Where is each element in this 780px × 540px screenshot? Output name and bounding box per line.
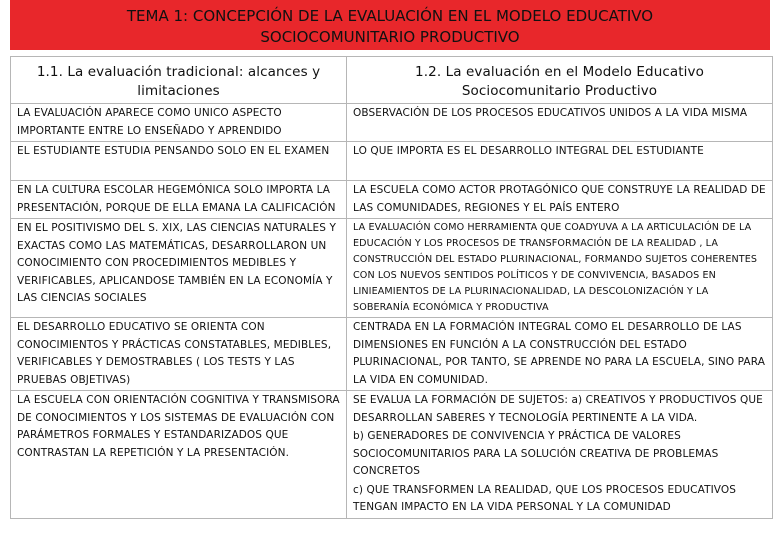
traditional-cell: LA ESCUELA CON ORIENTACIÓN COGNITIVA Y TRANSMISORA DE CONOCIMIENTOS Y LOS SISTEMAS DE EVALUACIÓN CON PARÁMETROS FORMALES Y ESTANDARIZADOS QUE CONTRASTAN LA REPETICIÓN Y LA PRESENTACIÓN. <box>11 391 347 519</box>
traditional-cell: EL ESTUDIANTE ESTUDIA PENSANDO SOLO EN EL EXAMEN <box>11 142 347 181</box>
traditional-cell: EN EL POSITIVISMO DEL S. XIX, LAS CIENCIAS NATURALES Y EXACTAS COMO LAS MATEMÁTICAS, DESARROLLARON UN CONOCIMIENTO CON PROCEDIMIENTOS MEDIBLES Y VERIFICABLES, APLICANDOSE TAMBIÉN EN LA ECONOMÍA Y LAS CIENCIAS SOCIALES <box>11 219 347 318</box>
header-row <box>11 57 773 104</box>
sociocommunity-cell <box>347 391 773 519</box>
title-line-1: TEMA 1: CONCEPCIÓN DE LA EVALUACIÓN EN EL MODELO EDUCATIVO <box>126 7 654 25</box>
sociocommunity-cell: LO QUE IMPORTA ES EL DESARROLLO INTEGRAL DEL ESTUDIANTE <box>347 142 773 181</box>
subject-formation-c: c) QUE TRANSFORMEN LA REALIDAD, QUE LOS PROCESOS EDUCATIVOS TENGAN IMPACTO EN LA VIDA PERSONAL Y LA COMUNIDAD <box>353 483 737 513</box>
title-line-2: SOCIOCOMUNITARIO PRODUCTIVO <box>260 28 520 46</box>
header-traditional-line-1: 1.1. La evaluación tradicional: alcances y <box>36 64 321 80</box>
header-traditional <box>11 57 347 104</box>
table-row <box>11 142 773 181</box>
comparison-table <box>10 56 773 519</box>
traditional-cell: EN LA CULTURA ESCOLAR HEGEMÓNICA SOLO IMPORTA LA PRESENTACIÓN, PORQUE DE ELLA EMANA LA CALIFICACIÓN <box>11 181 347 219</box>
table-row <box>11 181 773 219</box>
sociocommunity-cell: CENTRADA EN LA FORMACIÓN INTEGRAL COMO EL DESARROLLO DE LAS DIMENSIONES EN FUNCIÓN A LA CONSTRUCCIÓN DEL ESTADO PLURINACIONAL, POR TANTO, SE APRENDE NO PARA LA ESCUELA, SINO PARA LA VIDA EN COMUNIDAD. <box>347 318 773 391</box>
traditional-cell: LA EVALUACIÓN APARECE COMO UNICO ASPECTO IMPORTANTE ENTRE LO ENSEÑADO Y APRENDIDO <box>11 104 347 142</box>
header-sociocommunity-line-1: 1.2. La evaluación en el Modelo Educativo <box>415 64 704 80</box>
header-traditional-line-2: limitaciones <box>137 83 220 99</box>
title-banner <box>10 0 770 50</box>
sociocommunity-cell: LA EVALUACIÓN COMO HERRAMIENTA QUE COADYUVA A LA ARTICULACIÓN DE LA EDUCACIÓN Y LOS PROCESOS DE TRANSFORMACIÓN DE LA REALIDAD , LA CONSTRUCCIÓN DEL ESTADO PLURINACIONAL, FORMANDO SUJETOS COHERENTES CON LOS NUEVOS SENTIDOS POLÍTICOS Y DE CONVIVENCIA, BASADOS EN LINIEAMIENTOS DE LA PLURINACIONALIDAD, LA DESCOLONIZACIÓN Y LA SOBERANÍA ECONÓMICA Y PRODUCTIVA <box>347 219 773 318</box>
subject-formation-b: b) GENERADORES DE CONVIVENCIA Y PRÁCTICA DE VALORES SOCIOCOMUNITARIOS PARA LA SOLUCIÓN CREATIVA DE PROBLEMAS CONCRETOS <box>353 430 719 477</box>
traditional-cell: EL DESARROLLO EDUCATIVO SE ORIENTA CON CONOCIMIENTOS Y PRÁCTICAS CONSTATABLES, MEDIBLES, VERIFICABLES Y DEMOSTRABLES ( LOS TESTS Y LAS PRUEBAS OBJETIVAS) <box>11 318 347 391</box>
table-row <box>11 391 773 519</box>
header-sociocommunity-line-2: Sociocomunitario Productivo <box>461 83 658 99</box>
sociocommunity-cell: OBSERVACIÓN DE LOS PROCESOS EDUCATIVOS UNIDOS A LA VIDA MISMA <box>347 104 773 142</box>
table-row <box>11 219 773 318</box>
table-row <box>11 104 773 142</box>
sociocommunity-cell: LA ESCUELA COMO ACTOR PROTAGÓNICO QUE CONSTRUYE LA REALIDAD DE LAS COMUNIDADES, REGIONES Y EL PAÍS ENTERO <box>347 181 773 219</box>
header-sociocommunity <box>347 57 773 104</box>
table-row <box>11 318 773 391</box>
subject-formation-a: SE EVALUA LA FORMACIÓN DE SUJETOS: a) CREATIVOS Y PRODUCTIVOS QUE DESARROLLAN SABERES Y TECNOLOGÍA PERTINENTE A LA VIDA. <box>353 394 763 424</box>
